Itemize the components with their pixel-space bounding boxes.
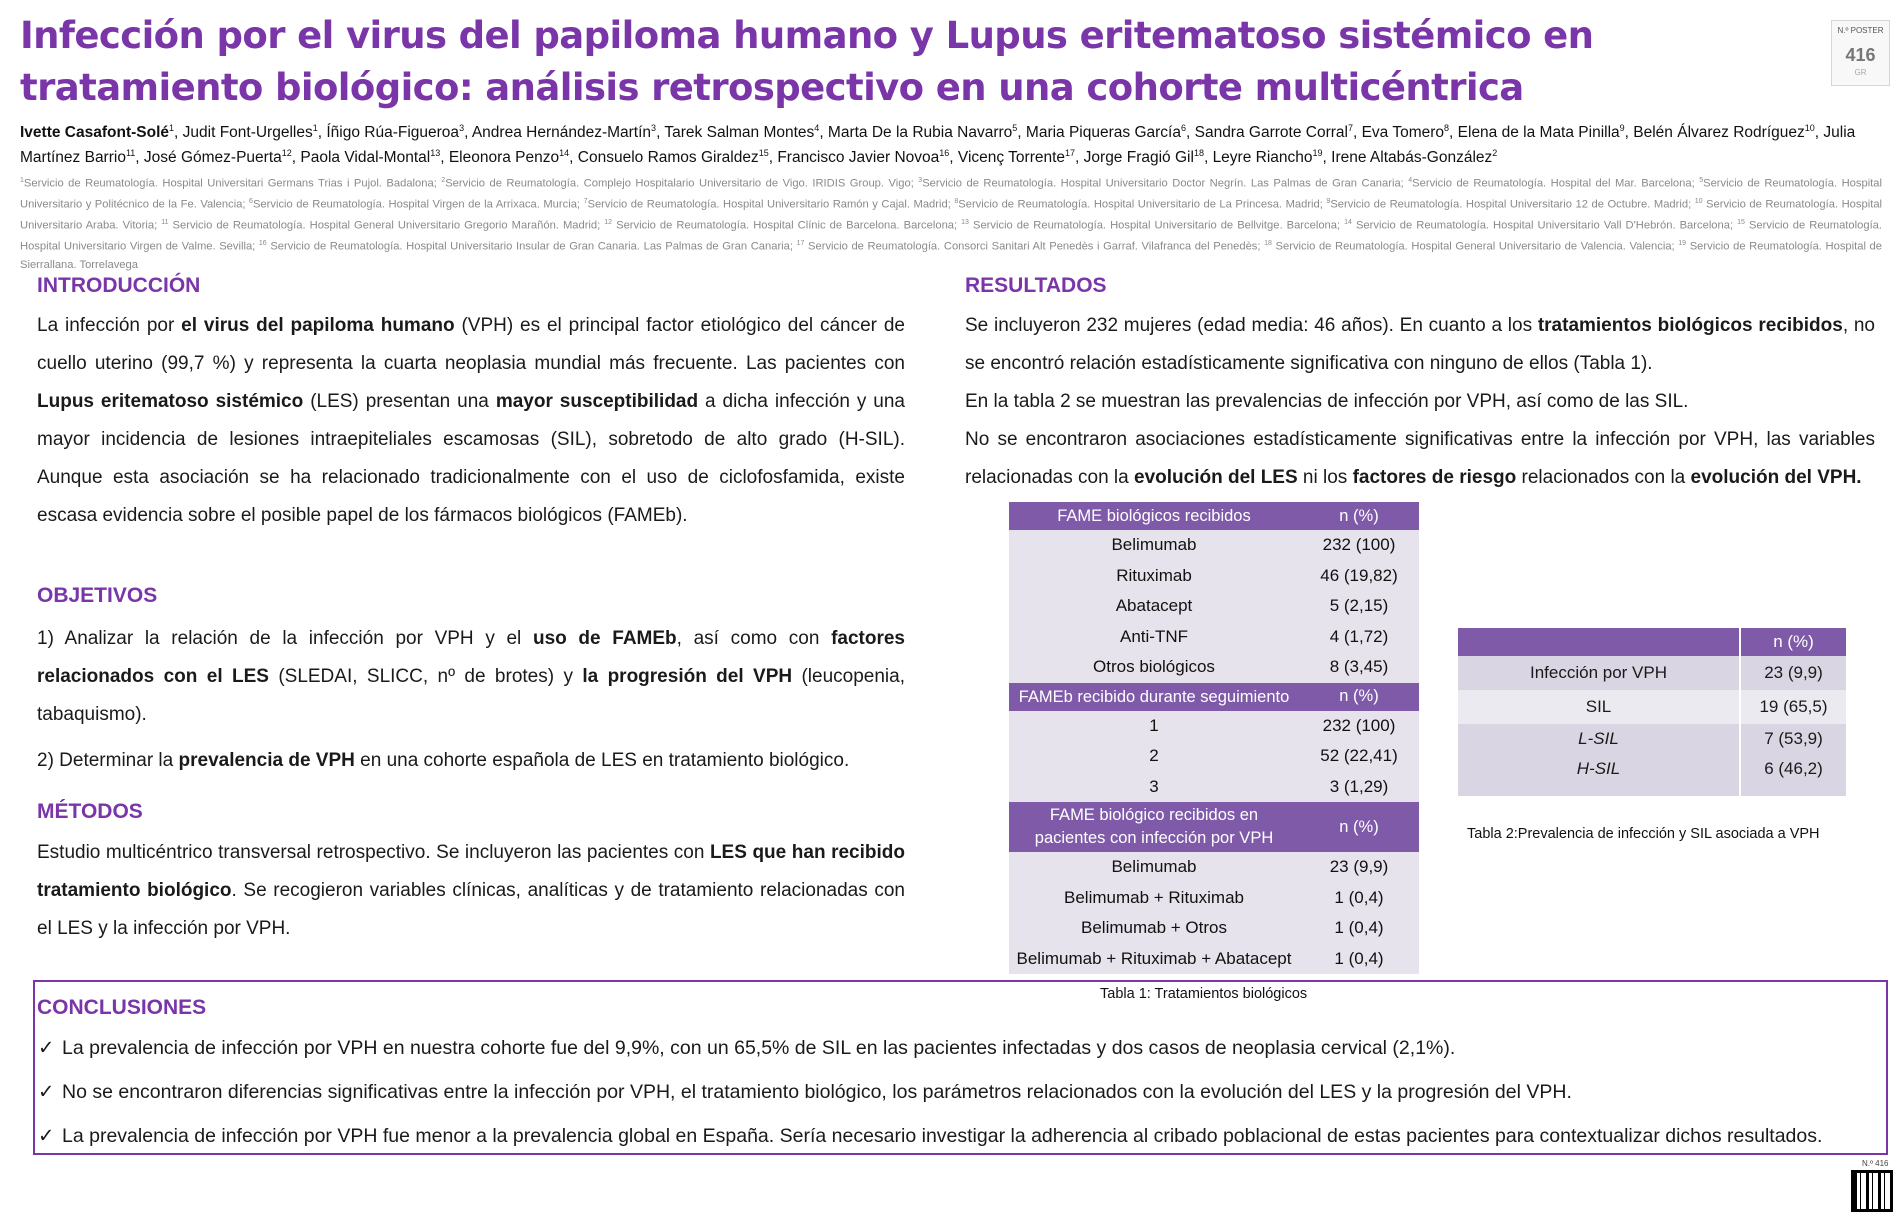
objetivos-list (37, 620, 905, 780)
table-row (1009, 913, 1419, 944)
table-cell: 232 (100) (1299, 530, 1419, 561)
objetivo-item: 1) Analizar la relación de la infección por VPH y el uso de FAMEb, así como con factores relacionados con el LES (SLEDAI, SLICC, nº de brotes) y la progresión del VPH (leucopenia, tabaquismo). (37, 628, 905, 725)
objetivo-item: 2) Determinar la prevalencia de VPH en una cohorte española de LES en tratamiento biológico. (37, 750, 850, 771)
table-cell: 1 (0,4) (1299, 913, 1419, 944)
table-2-prevalencia (1458, 628, 1846, 796)
table-cell: 52 (22,41) (1299, 741, 1419, 772)
table-row (1009, 772, 1419, 803)
poster-title: Infección por el virus del papiloma humano y Lupus eritematoso sistémico en tratamiento biológico: análisis retrospectivo en una cohorte multicéntrica (20, 14, 1594, 109)
table-1-tratamientos (1009, 502, 1419, 974)
check-icon: ✓ (38, 1037, 55, 1059)
table-row (1458, 754, 1846, 784)
table-cell: 19 (65,5) (1740, 690, 1846, 724)
metodos-paragraph: Estudio multicéntrico transversal retrospectivo. Se incluyeron las pacientes con LES que han recibido tratamiento biológico. Se recogieron variables clínicas, analíticas y de tratamiento relacionadas con el LES y la infección por VPH. (37, 842, 905, 939)
table-cell: 8 (3,45) (1299, 652, 1419, 683)
poster-badge-number: 416 (1845, 45, 1876, 65)
table-cell: 3 (1,29) (1299, 772, 1419, 803)
table-header-cell: n (%) (1299, 502, 1419, 530)
table-cell: 23 (9,9) (1740, 656, 1846, 690)
table-header-cell: FAME biológico recibidos en pacientes con infección por VPH (1009, 802, 1299, 852)
table-row (1009, 852, 1419, 883)
table-header-row (1009, 683, 1419, 711)
conclusion-item-1: ✓ La prevalencia de infección por VPH en nuestra cohorte fue del 9,9%, con un 65,5% de SIL en las pacientes infectadas y dos casos de neoplasia cervical (2,1%). (38, 1037, 1456, 1059)
table-row (1009, 652, 1419, 683)
table-header-cell (1458, 628, 1740, 656)
table-header-row (1458, 628, 1846, 656)
table-2-caption: Tabla 2:Prevalencia de infección y SIL asociada a VPH (1467, 826, 1820, 842)
affiliation-list: $^1$Servicio de Reumatología. Hospital Universitari Germans Trias i Pujol. Badalona; $^2$Servicio de Reumatología. Complejo Hospitalario Universitario de Vigo. IRIDIS Group. Vigo; $^3$Servicio de Reumatología. Hospital Universitario Doctor Negrín. Las Palmas de Gran Canaria; $^4$Servicio de Reumatología. Hospital del Mar. Barcelona; $^5$Servicio de Reumatología. Hospital Universitario y Politécnico de la Fe. Valencia; $^6$Servicio de Reumatología. Hospital Virgen de la Arrixaca. Murcia; $^7$Servicio de Reumatología. Hospital Universitario Ramón y Cajal. Madrid; $^8$Servicio de Reumatología. Hospital Universitario de La Princesa. Madrid; $^9$Servicio de Reumatología. Hospital Universitario 12 de Octubre. Madrid; $^{10}$ Servicio de Reumatología. Hospital Universitario Araba. Vitoria; $^{11}$ Servicio de Reumatología. Hospital General Universitario Gregorio Marañón. Madrid; $^{12}$ Servicio de Reumatología. Hospital Clínic de Barcelona. Barcelona; $^{13}$ Servicio de Reumatología. Hospital Universitario de Bellvitge. Barcelona; $^{14}$ Servicio de Reumatología. Hospital Universitario Vall D'Hebrón. Barcelona; $^{15}$ Servicio de Reumatología. Hospital Universitario Virgen de Valme. Sevilla; $^{16}$ Servicio de Reumatología. Hospital Universitario Insular de Gran Canaria. Las Palmas de Gran Canaria; $^{17}$ Servicio de Reumatología. Consorci Sanitari Alt Penedès i Garraf. Vilafranca del Penedès; $^{18}$ Servicio de Reumatología. Hospital General Universitario de Valencia. Valencia; $^{19}$ Servicio de Reumatología. Hospital de Sierrallana. Torrelavega (20, 177, 1883, 271)
table-cell: 5 (2,15) (1299, 591, 1419, 622)
table-header-cell: n (%) (1299, 683, 1419, 711)
table-row (1009, 944, 1419, 975)
qr-code-icon[interactable] (1851, 1170, 1893, 1212)
table-cell: Otros biológicos (1009, 652, 1299, 683)
table-cell: Rituximab (1009, 561, 1299, 592)
table-header-row (1009, 802, 1419, 852)
table-row (1458, 784, 1846, 796)
table-cell: 7 (53,9) (1740, 724, 1846, 754)
table-row (1009, 622, 1419, 653)
resultados-heading: RESULTADOS (965, 274, 1107, 297)
table-row (1458, 724, 1846, 754)
table-row (1009, 741, 1419, 772)
metodos-heading: MÉTODOS (37, 800, 143, 823)
poster-badge-sub: GR (1854, 68, 1867, 77)
objetivos-heading: OBJETIVOS (37, 584, 158, 607)
table-header-cell: n (%) (1299, 802, 1419, 852)
table-cell: H-SIL (1458, 754, 1740, 784)
table-header-row (1009, 502, 1419, 530)
conclusion-item-3: ✓ La prevalencia de infección por VPH fue menor a la prevalencia global en España. Sería necesario investigar la adherencia al cribado poblacional de estas pacientes para contextualizar dichos resultados. (38, 1125, 1823, 1147)
check-icon: ✓ (38, 1081, 55, 1103)
resultados-paragraph-item: Se incluyeron 232 mujeres (edad media: 46 años). En cuanto a los tratamientos biológicos recibidos, no se encontró relación estadísticamente significativa con ninguno de ellos (Tabla 1). (965, 315, 1875, 374)
table-cell: Belimumab + Rituximab + Abatacept (1009, 944, 1299, 975)
table-cell: Infección por VPH (1458, 656, 1740, 690)
table-cell: Belimumab (1009, 530, 1299, 561)
table-cell: 1 (1009, 711, 1299, 742)
table-1-caption: Tabla 1: Tratamientos biológicos (1100, 986, 1308, 1002)
intro-heading: INTRODUCCIÓN (37, 274, 201, 297)
table-cell: 3 (1009, 772, 1299, 803)
table-row (1009, 530, 1419, 561)
author-list: Ivette Casafont-Solé$^1$, Judit Font-Urgelles$^1$, Íñigo Rúa-Figueroa$^3$, Andrea Hernández-Martín$^3$, Tarek Salman Montes$^4$, Marta De la Rubia Navarro$^5$, Maria Piqueras García$^6$, Sandra Garrote Corral$^7$, Eva Tomero$^8$, Elena de la Mata Pinilla$^9$, Belén Álvarez Rodríguez$^{10}$, Julia Martínez Barrio$^{11}$, José Gómez-Puerta$^{12}$, Paola Vidal-Montal$^{13}$, Eleonora Penzo$^{14}$, Consuelo Ramos Giraldez$^{15}$, Francisco Javier Novoa$^{16}$, Vicenç Torrente$^{17}$, Jorge Fragió Gil$^{18}$, Leyre Riancho$^{19}$, Irene Altabás-González$^2$ (20, 123, 1856, 167)
table-row (1009, 711, 1419, 742)
table-row (1009, 591, 1419, 622)
conclusion-item-2: ✓ No se encontraron diferencias significativas entre la infección por VPH, el tratamiento biológico, los parámetros relacionados con la evolución del LES y la progresión del VPH. (38, 1081, 1572, 1103)
table-cell: 1 (0,4) (1299, 883, 1419, 914)
table-cell: 2 (1009, 741, 1299, 772)
table-cell: 23 (9,9) (1299, 852, 1419, 883)
footer-poster-label: N.º 416 (1862, 1159, 1889, 1168)
table-row (1458, 656, 1846, 690)
resultados-paragraph-item: No se encontraron asociaciones estadísticamente significativas entre la infección por VPH, las variables relacionadas con la evolución del LES ni los factores de riesgo relacionados con la evolución del VPH. (965, 429, 1875, 488)
resultados-paragraph (965, 307, 1875, 497)
conclusiones-heading: CONCLUSIONES (37, 996, 207, 1019)
check-icon: ✓ (38, 1125, 55, 1147)
poster-number-badge (1831, 20, 1890, 86)
table-cell: Anti-TNF (1009, 622, 1299, 653)
table-cell: 46 (19,82) (1299, 561, 1419, 592)
table-cell: Belimumab + Otros (1009, 913, 1299, 944)
table-cell: Belimumab + Rituximab (1009, 883, 1299, 914)
table-cell: 1 (0,4) (1299, 944, 1419, 975)
intro-paragraph: La infección por el virus del papiloma humano (VPH) es el principal factor etiológico del cáncer de cuello uterino (99,7 %) y representa la cuarta neoplasia mundial más frecuente. Las pacientes con Lupus eritematoso sistémico (LES) presentan una mayor susceptibilidad a dicha infección y una mayor incidencia de lesiones intraepiteliales escamosas (SIL), sobretodo de alto grado (H-SIL). Aunque esta asociación se ha relacionado tradicionalmente con el uso de ciclofosfamida, existe escasa evidencia sobre el posible papel de los fármacos biológicos (FAMEb). (37, 315, 905, 526)
table-row (1458, 690, 1846, 724)
resultados-paragraph-item: En la tabla 2 se muestran las prevalencias de infección por VPH, así como de las SIL. (965, 391, 1689, 412)
table-cell: 4 (1,72) (1299, 622, 1419, 653)
table-header-cell: FAME biológicos recibidos (1009, 502, 1299, 530)
table-cell: 6 (46,2) (1740, 754, 1846, 784)
table-header-cell: n (%) (1740, 628, 1846, 656)
poster-badge-label: N.º POSTER (1837, 26, 1884, 35)
table-header-cell: FAMEb recibido durante seguimiento (1009, 683, 1299, 711)
table-cell: Abatacept (1009, 591, 1299, 622)
table-cell: Belimumab (1009, 852, 1299, 883)
table-cell: SIL (1458, 690, 1740, 724)
table-cell: 232 (100) (1299, 711, 1419, 742)
table-row (1009, 561, 1419, 592)
table-row (1009, 883, 1419, 914)
table-cell: L-SIL (1458, 724, 1740, 754)
